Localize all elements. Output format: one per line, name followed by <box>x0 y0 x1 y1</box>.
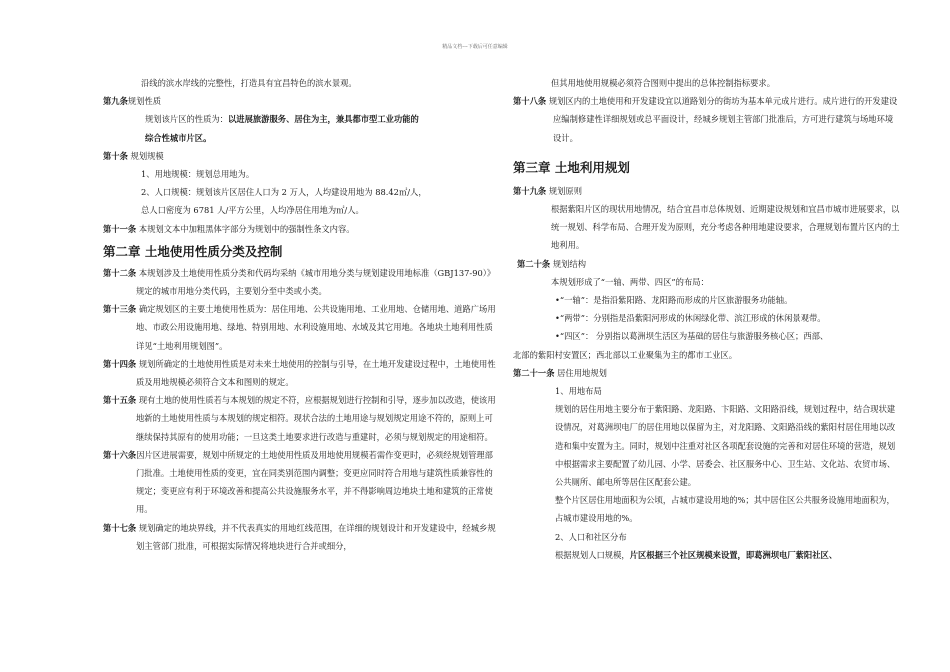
article-title: 规划原则 <box>546 185 583 196</box>
article-19 <box>513 182 901 200</box>
mandatory-text: 片区根据三个社区规模来设置，即葛洲坝电厂紫阳社区、 <box>629 549 838 560</box>
article-number: 第十三条 <box>103 304 137 315</box>
paragraph: 整个片区居住用地面积为公顷，占城市建设用地的%；其中居住区公共服务设施用地面积为，占城市建设用地的%。 <box>555 495 895 524</box>
header-watermark: 精品文档---下载后可任意编辑 <box>442 44 508 50</box>
article-number: 第十二条 <box>103 267 137 278</box>
article-text: 规划确定的地块界线，并不代表真实的用地红线范围，在详细的规划设计和开发建设中，经城乡规划主管部门批准，可根据实际情况将地块进行合并或细分， <box>136 522 496 551</box>
article-number: 第十七条 <box>103 522 137 533</box>
article-title: 居住用地规划 <box>554 367 607 378</box>
article-text: 规划区内的土地使用和开发建设宜以道路划分的街坊为基本单元成片进行。成片进行的开发建设应编制修建性详细规划或总平面设计，经城乡规划主管部门批准后，方可进行建筑与场地环境设计。 <box>546 96 898 143</box>
list-item: •“四区”： 分别指以葛洲坝生活区为基础的居住与旅游服务核心区；西部、 <box>555 331 829 342</box>
article-21 <box>513 364 901 382</box>
text: 根据规划人口规模， <box>555 549 630 560</box>
chapter-heading: 第二章 土地使用性质分类及控制 <box>103 243 283 259</box>
paragraph <box>103 110 498 128</box>
paragraph: 沿线的滨水岸线的完整性，打造具有宜昌特色的滨水景观。 <box>141 78 357 88</box>
left-column <box>103 74 498 555</box>
list-item-continuation: 北部的紫阳村安置区；西北部以工业聚集为主的都市工业区。 <box>513 349 738 360</box>
article-10 <box>103 147 498 165</box>
text: 规划该片区的性质为： <box>145 114 228 125</box>
article-text: 现有土地的使用性质若与本规划的规定不符，应根据规划进行控制和引导，逐步加以改造，使该用地新的土地使用性质与本规划的规定相符。现状合法的土地用途与规划规定用途不符的，原则上可继续保持其原有的使用功能；一旦这类土地要求进行改造与重建时，必须与规划规定的用途相符。 <box>136 395 496 442</box>
article-text: 规划所确定的土地使用性质是对未来土地使用的控制与引导，在土地开发建设过程中，土地使用性质及用地规模必须符合文本和图则的规定。 <box>136 358 496 388</box>
mandatory-text: 以进展旅游服务、居住为主，兼具都市型工业功能的 <box>227 114 419 125</box>
mandatory-text: 综合性城市片区。 <box>145 132 212 143</box>
article-18 <box>513 92 901 147</box>
article-14 <box>103 355 498 391</box>
right-column <box>513 74 901 564</box>
paragraph: 本规划形成了“一轴、两带、四区”的布局： <box>551 276 709 287</box>
paragraph <box>513 546 901 564</box>
subheading: 1、用地布局 <box>555 386 602 397</box>
article-number: 第十九条 <box>513 185 547 196</box>
list-item: •“一轴”：是指沿紫阳路、龙阳路而形成的片区旅游服务功能轴。 <box>555 295 793 306</box>
article-13 <box>103 300 498 355</box>
article-number: 第十条 <box>103 150 128 161</box>
article-number: 第二十条 <box>517 258 551 269</box>
paragraph: 根据紫阳片区的现状用地情况，结合宜昌市总体规划、近期建设规划和宜昌市城市进展要求，以统一规划、科学布局、合理开发为原则，充分考虑各种用地建设要求，合理规划布置片区内的土地利用。 <box>551 204 900 251</box>
paragraph: 但其用地使用规模必须符合图则中提出的总体控制指标要求。 <box>551 78 776 88</box>
paragraph: 规划的居住用地主要分布于紫阳路、龙阳路、卞阳路、文阳路沿线，规划过程中，结合现状建设情况，对葛洲坝电厂的居住用地以保留为主，对龙阳路、文阳路沿线的紫阳村居住用地以改造和集中安置为主。同时，规划中注重对社区各项配套设施的完善和对居住环境的营造，规划中根据需求主要配置了幼儿园、小学、居委会、社区服务中心、卫生站、文化站、农贸市场、公共厕所、邮电所等居住区配套公建。 <box>555 404 896 488</box>
article-title: 规划结构 <box>550 258 587 269</box>
article-text: 本规划文本中加粗黑体字部分为规划中的强制性条文内容。 <box>136 223 355 234</box>
article-16 <box>103 446 498 519</box>
article-20 <box>513 255 901 273</box>
article-number: 第十一条 <box>103 223 137 234</box>
article-number: 第十八条 <box>513 96 547 107</box>
article-number: 第十四条 <box>103 358 137 369</box>
article-17 <box>103 519 498 555</box>
article-11 <box>103 220 498 238</box>
article-text: 确定规划区的主要土地使用性质为：居住用地、公共设施用地、工业用地、仓储用地、道路广场用地、市政公用设施用地、绿地、特别用地、水利设施用地、水域及其它用地。各地块土地利用性质详见“土地利用规划图”。 <box>136 304 496 351</box>
article-number: 第十五条 <box>103 395 137 406</box>
chapter-heading: 第三章 土地利用规划 <box>513 159 630 175</box>
article-15 <box>103 391 498 446</box>
article-title: 规划规模 <box>127 150 164 161</box>
article-number: 第二十一条 <box>513 367 555 378</box>
article-number: 第九条 <box>103 96 128 107</box>
article-9 <box>103 92 498 110</box>
paragraph: 总人口密度为 6781 人/平方公里，人均净居住用地为㎡/人。 <box>141 205 364 216</box>
subheading: 2、人口和社区分布 <box>555 531 627 542</box>
article-text: 因片区进展需要，规划中所规定的土地使用性质及用地使用规模若需作变更时，必须经规划管理部门批准。土地使用性质的变更，宜在同类别范围内调整；变更应同时符合用地与建筑性质兼容性的规定；变更应有利于环境改善和提高公共设施服务水平，并不得影响周边地块土地和建筑的正常使用。 <box>136 449 493 515</box>
article-title: 规划性质 <box>127 96 162 107</box>
article-number: 第十六条 <box>103 449 137 460</box>
paragraph: 1、用地规模：规划总用地为。 <box>141 169 255 180</box>
paragraph: 2、人口规模：规划该片区居住人口为 2 万人，人均建设用地为 88.42㎡/人， <box>141 187 427 198</box>
list-item: •“两带”：分别指是沿紫阳河形成的休闲绿化带、滨江形成的休闲景观带。 <box>555 313 826 324</box>
article-12 <box>103 264 498 300</box>
article-text: 本规划涉及土地使用性质分类和代码均采纳《城市用地分类与规划建设用地标准（GBJ137-90）》规定的城市用地分类代码，主要划分至中类或小类。 <box>136 267 496 297</box>
